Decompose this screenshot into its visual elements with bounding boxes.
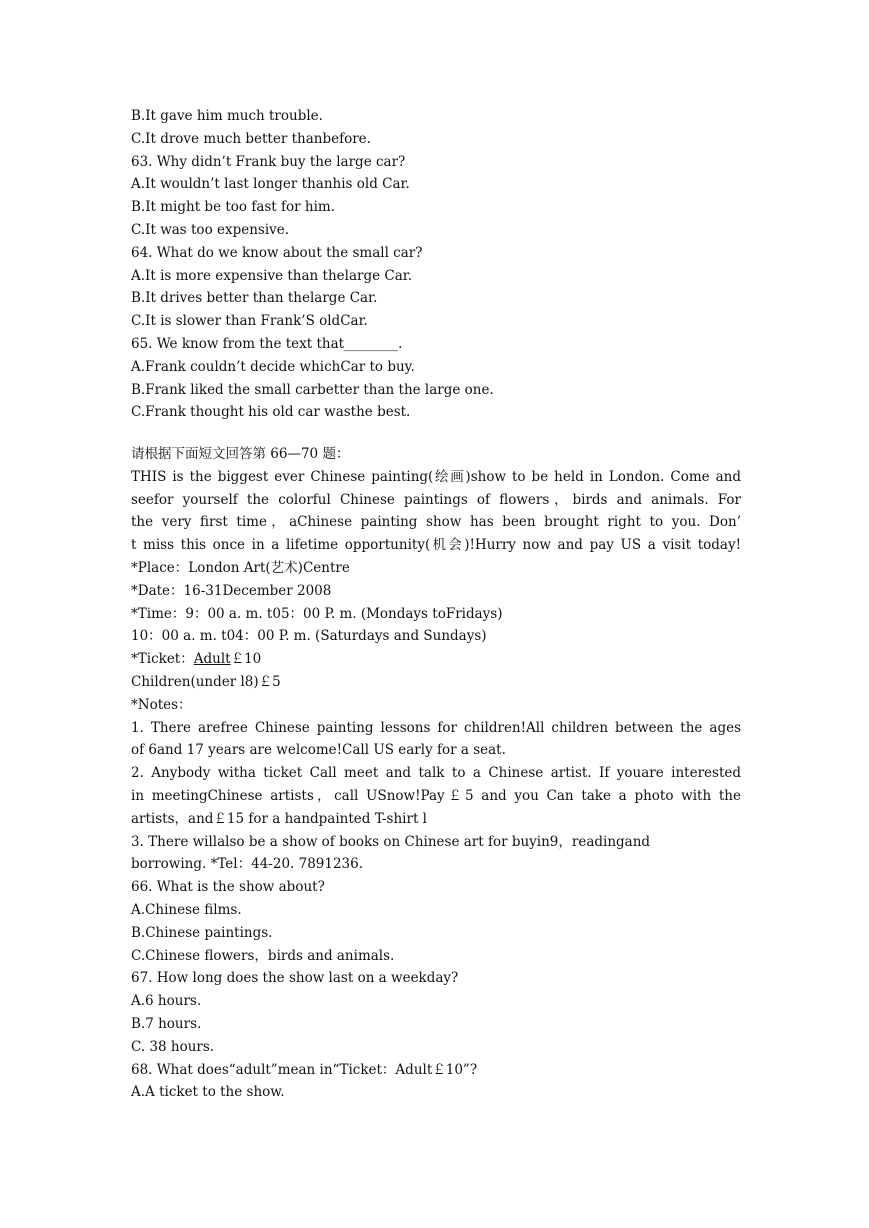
option-line: C. 38 hours.: [131, 1038, 215, 1055]
note-line: 3. There willalso be a show of books on Chinese art for buyin9，readingand: [131, 833, 651, 850]
option-line: C.It was too expensive.: [131, 221, 290, 238]
questions-62-65: [131, 105, 741, 424]
passage-line: t miss this once in a lifetime opportunity(机会)!Hurry now and pay US a visit today!: [131, 537, 741, 554]
option-line: B.Frank liked the small carbetter than the large one.: [131, 381, 494, 398]
question-line: 65. We know from the text that________.: [131, 335, 403, 352]
note-line: 1. There arefree Chinese painting lessons for children!All children between the ages: [131, 719, 741, 736]
option-line: B.It gave him much trouble.: [131, 108, 323, 124]
question-line: 64. What do we know about the small car?: [131, 244, 423, 261]
passage-line: THIS is the biggest ever Chinese painting(绘画)show to be held in London. Come and: [131, 468, 741, 485]
ticket-prefix: *Ticket：: [131, 651, 194, 668]
option-line: A.Frank couldn’t decide whichCar to buy.: [131, 358, 415, 375]
note-line: 2. Anybody witha ticket Call meet and talk to a Chinese artist. If youare interested: [131, 765, 741, 782]
note-line: in meetingChinese artists，call USnow!Pay￡5 and you Can take a photo with the: [131, 787, 741, 804]
info-time-weekend: 10：00 a. m. t04：00 P. m. (Saturdays and Sundays): [131, 628, 487, 645]
option-line: A.A ticket to the show.: [131, 1084, 285, 1101]
info-ticket-children: Children(under l8)￡5: [131, 673, 281, 690]
option-line: B.It might be too fast for him.: [131, 199, 335, 216]
section-heading: 请根据下面短文回答第 66—70 题：: [131, 446, 350, 462]
info-place: *Place：London Art(艺术)Centre: [131, 559, 350, 576]
question-line: 66. What is the show about?: [131, 879, 325, 896]
option-line: A.It wouldn’t last longer thanhis old Car.: [131, 176, 410, 193]
note-line: artists，and￡15 for a handpainted T-shirt l: [131, 810, 427, 827]
option-line: C.Chinese flowers，birds and animals.: [131, 947, 395, 964]
option-line: A.Chinese films.: [131, 901, 242, 918]
option-line: B.It drives better than thelarge Car.: [131, 290, 378, 307]
info-ticket: [131, 648, 741, 671]
passage-line: seefor yourself the colorful Chinese paintings of flowers，birds and animals. For: [131, 491, 741, 508]
ticket-adult-word: Adult: [193, 651, 231, 668]
option-line: C.Frank thought his old car wasthe best.: [131, 404, 411, 421]
option-line: A.6 hours.: [131, 993, 202, 1010]
question-line: 67. How long does the show last on a weekday?: [131, 970, 459, 987]
option-line: A.It is more expensive than thelarge Car.: [131, 267, 413, 284]
question-line: 63. Why didn’t Frank buy the large car?: [131, 153, 406, 170]
question-line: 68. What does“adult”mean in“Ticket：Adult￡10”?: [131, 1061, 478, 1078]
note-line: borrowing. *Tel：44-20. 7891236.: [131, 856, 364, 873]
option-line: C.It is slower than Frank’S oldCar.: [131, 313, 368, 330]
passage-line: the very first time，aChinese painting show has been brought right to you. Don’: [131, 514, 741, 531]
note-line: of 6and 17 years are welcome!Call US early for a seat.: [131, 742, 506, 759]
info-time-weekday: *Time：9：00 a. m. t05：00 P. m. (Mondays toFridays): [131, 605, 503, 622]
info-date: *Date：16-31December 2008: [131, 582, 332, 599]
option-line: B.7 hours.: [131, 1015, 202, 1032]
reading-section-66-70: [131, 443, 741, 1104]
option-line: C.It drove much better thanbefore.: [131, 130, 371, 147]
notes-label: *Notes：: [131, 696, 192, 713]
option-line: B.Chinese paintings.: [131, 924, 273, 941]
ticket-adult-price: ￡10: [230, 651, 262, 668]
